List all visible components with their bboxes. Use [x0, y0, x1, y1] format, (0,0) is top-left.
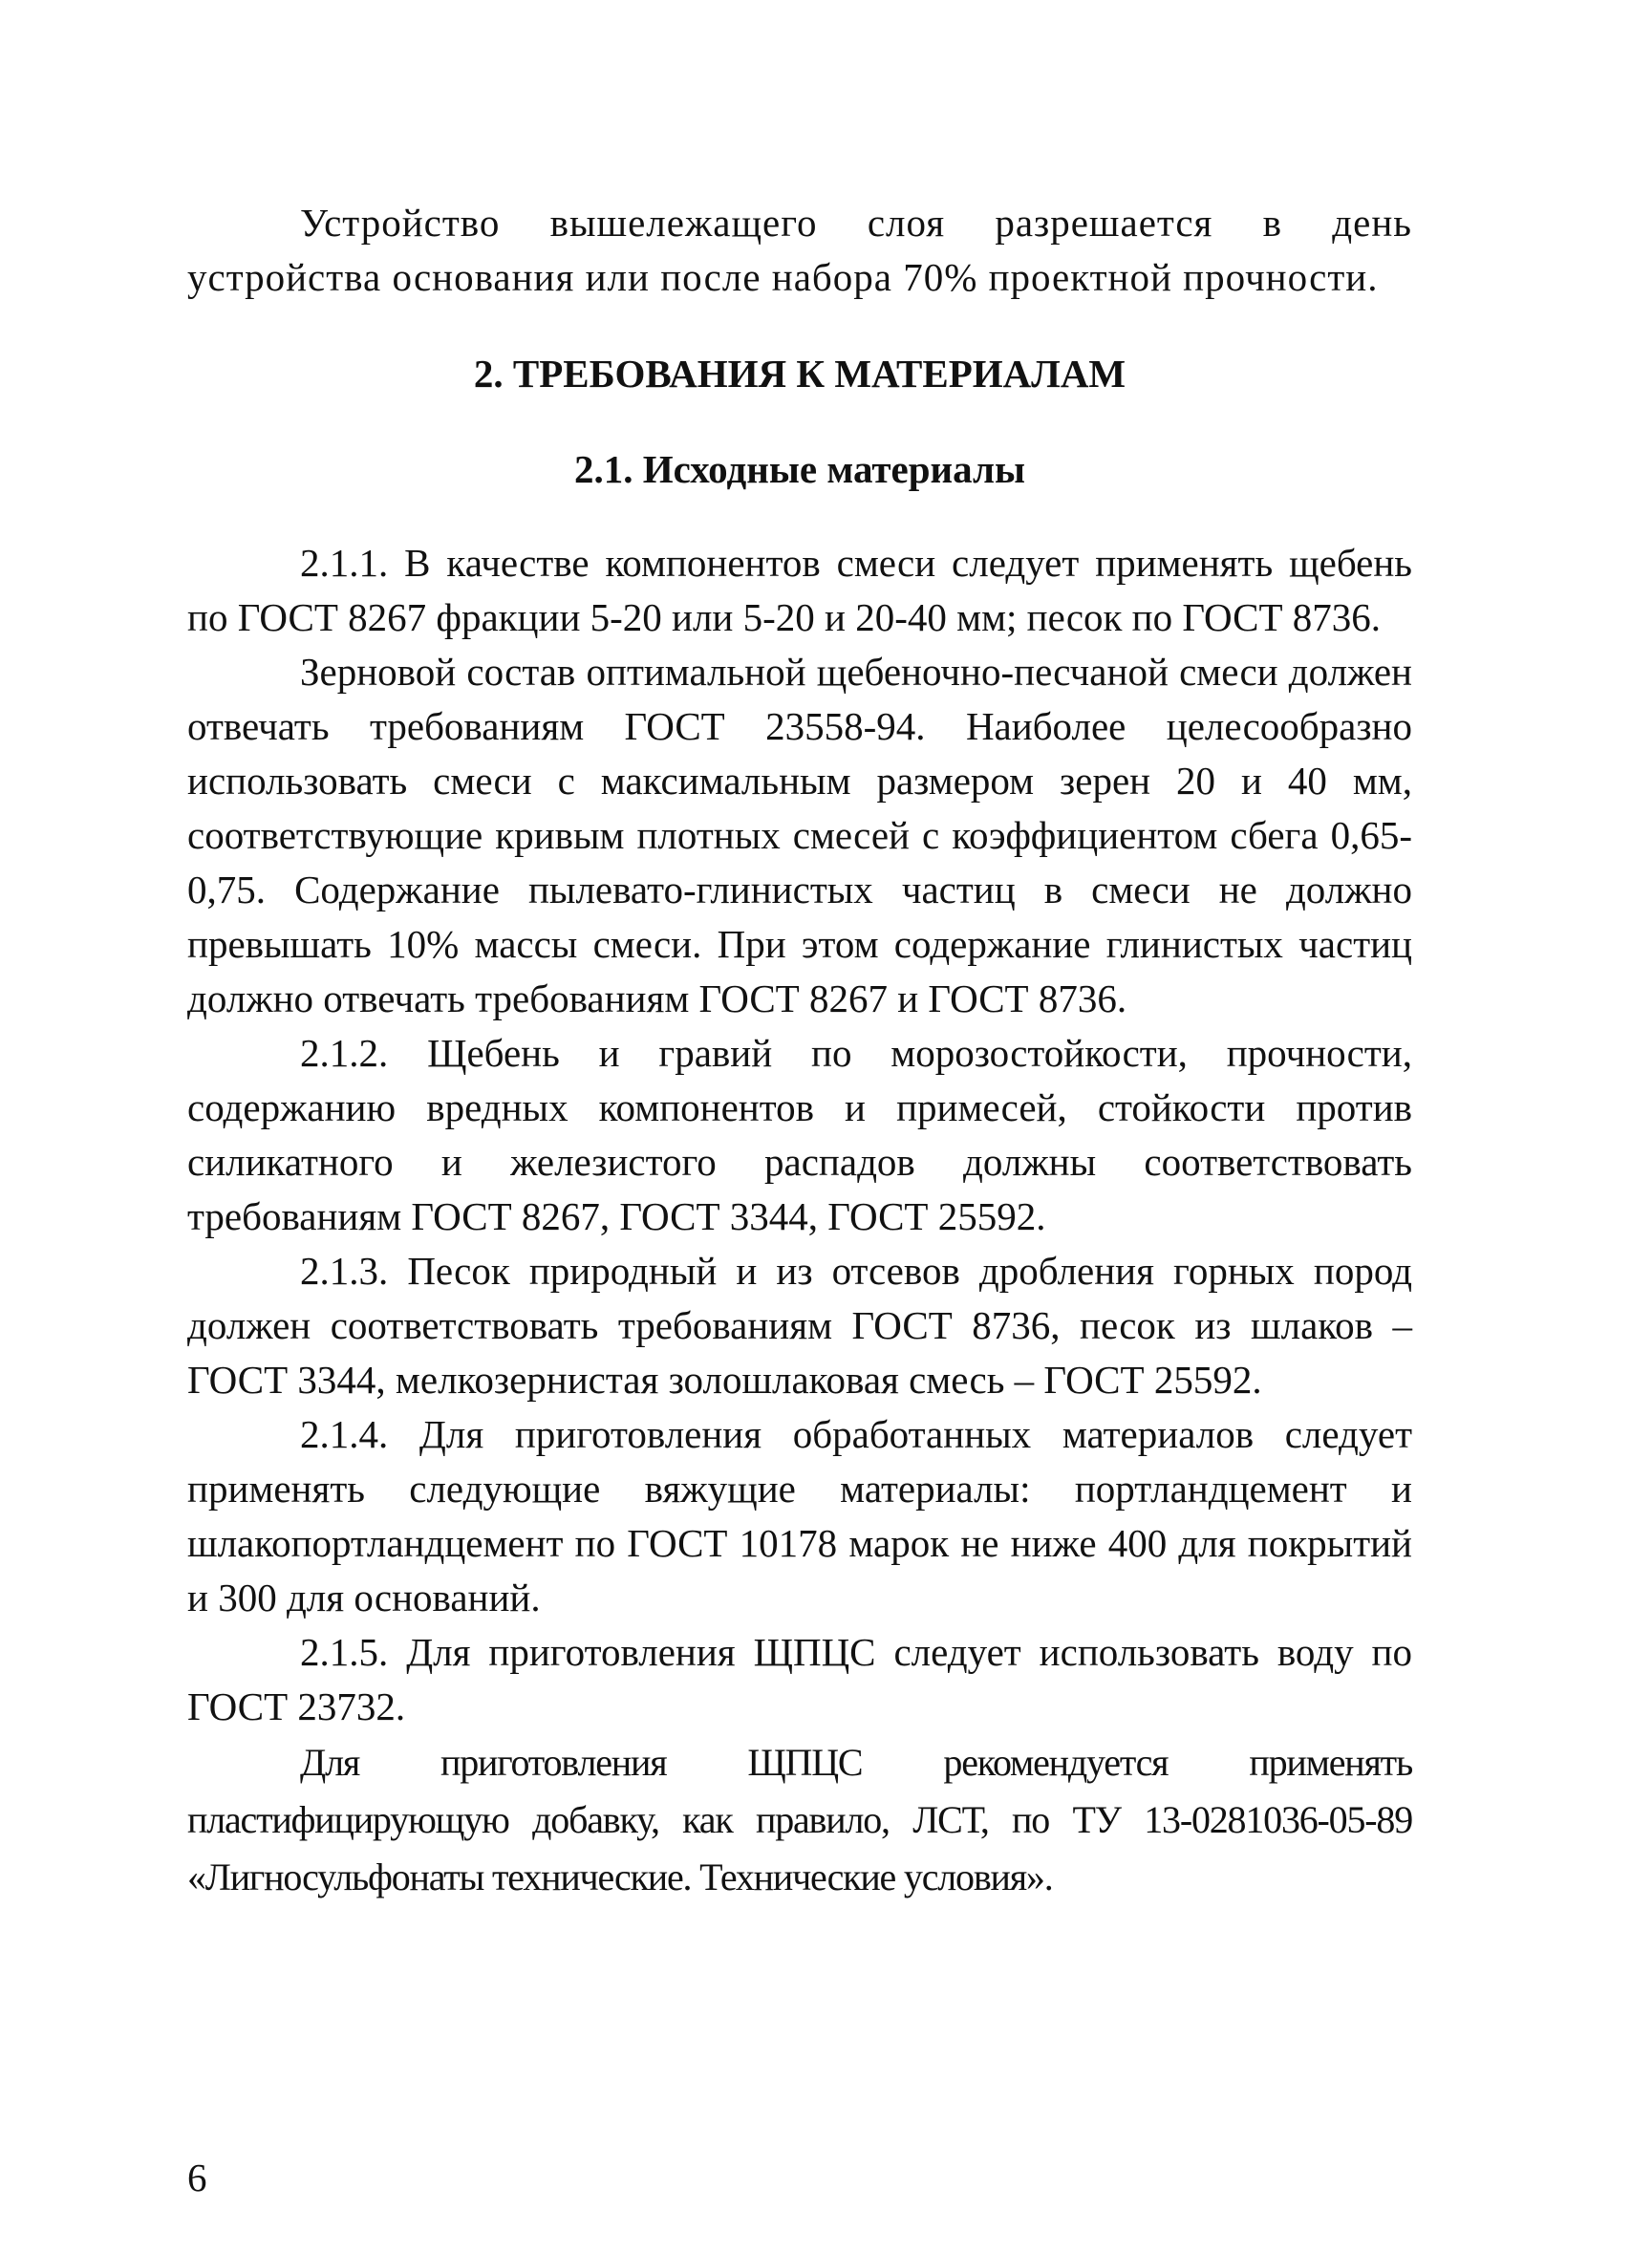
document-page [187, 196, 1412, 1906]
page-number: 6 [187, 2155, 207, 2199]
paragraph-2-1-5: 2.1.5. Для приготовления ЩПЦС следует использовать воду по ГОСТ 23732. [187, 1630, 1412, 1728]
paragraph-2-1-3: 2.1.3. Песок природный и из отсевов дробления горных пород должен соответствовать требованиям ГОСТ 8736, песок из шлаков – ГОСТ 3344, мелкозернистая золошлаковая смесь – ГОСТ 25592. [187, 1249, 1412, 1402]
paragraph-2-1-1: 2.1.1. В качестве компонентов смеси следует применять щебень по ГОСТ 8267 фракции 5-20 или 5-20 и 20-40 мм; песок по ГОСТ 8736. [187, 541, 1412, 639]
intro-paragraph: Устройство вышележащего слоя разрешается в день устройства основания или после набора 70% проектной прочности. [187, 201, 1412, 299]
paragraph-2-1-2: 2.1.2. Щебень и гравий по морозостойкости, прочности, содержанию вредных компонентов и примесей, стойкости против силикатного и железистого распадов должны соответствовать требованиям ГОСТ 8267, ГОСТ 3344, ГОСТ 25592. [187, 1031, 1412, 1238]
paragraph-plasticizer: Для приготовления ЩПЦС рекомендуется применять пластифицирующую добавку, как правило, ЛСТ, по ТУ 13-0281036-05-89 «Лигносульфонаты технические. Технические условия». [187, 1741, 1412, 1898]
subsection-heading: 2.1. Исходные материалы [573, 447, 1026, 491]
paragraph-2-1-4: 2.1.4. Для приготовления обработанных материалов следует применять следующие вяжущие материалы: портландцемент и шлакопортландцемент по ГОСТ 10178 марок не ниже 400 для покрытий и 300 для оснований. [187, 1412, 1412, 1619]
section-heading: 2. ТРЕБОВАНИЯ К МАТЕРИАЛАМ [473, 352, 1126, 396]
paragraph-grain-composition: Зерновой состав оптимальной щебеночно-песчаной смеси должен отвечать требованиям ГОСТ 23558-94. Наиболее целесообразно использовать смеси с максимальным размером зерен 20 и 40 мм, соответствующие кривым плотных смесей с коэффициентом сбега 0,65-0,75. Содержание пылевато-глинистых частиц в смеси не должно превышать 10% массы смеси. При этом содержание глинистых частиц должно отвечать требованиям ГОСТ 8267 и ГОСТ 8736. [187, 650, 1412, 1020]
